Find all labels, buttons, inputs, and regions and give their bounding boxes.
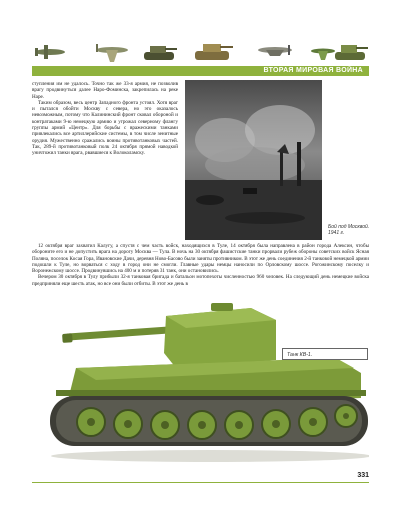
header-illustrations (32, 36, 369, 66)
battle-photo (185, 80, 322, 240)
section-title: ВТОРАЯ МИРОВАЯ ВОЙНА (263, 67, 363, 74)
left-column-text (32, 81, 178, 157)
fighter-plane-icon (92, 36, 132, 66)
kv1-tank-illustration (36, 298, 369, 468)
paragraph: Таким образом, весь центр Западного фронта устоял. Хотя враг и пытался обойти Москву с севера, но это оказалось невозможным, потому что Калининский фронт сковал обороной и контратаками 9-ю немецкую армию и угрожал северному флангу группы армий «Центр». Для борьбы с вражескими танками привлекались все артиллерийские системы, в том числе зенитные орудия. Мужественно сражались воины противотанковых частей. Так, 289-й противотанковый полк 24 октября прямой наводкой уничтожил танки врага, рвавшиеся к Волоколамску. (32, 99, 178, 157)
footer-rule (32, 482, 369, 483)
full-width-text (32, 243, 369, 287)
illustration-caption: Танк КВ-1. (282, 348, 368, 360)
paragraph: 12 октября враг захватил Калугу, а спустя с чем часть войск, находящихся в Туле, 14 октября была направлена в район города Алексин, чтобы обороните его и не допустить врага на дорогу Москва — Тула. В ночь на 30 октября фашистские танки прорвали рубеж обороны советских войск Ясная Поляна, поселок Косая Гора, Ивановские Дачи, деревня Ново-Басово были заняты противником. В этот же день соединения 2-й танковой немецкой армии подошли к Туле, но ворваться с ходу в город они не смогли. Главные удары немцы наносили по Орловскому шоссе. Рогожинскому поселку и Воронежскому шоссе. Продвинувшись на 400 м и потеряв 31 танк, они остановились. (32, 243, 369, 275)
tank-icon (192, 36, 234, 66)
bomber-plane-icon (32, 36, 68, 66)
photo-caption: Бой под Москвой. 1941 г. (328, 224, 370, 236)
tank-icon (140, 36, 178, 66)
stuka-plane-icon (254, 36, 296, 66)
paragraph: ступления им не удалось. Точно так же 33-я армия, не позволив врагу продвинуться далее Наро-Фоминска, закрепилась на реке Наре. (32, 81, 178, 100)
paragraph: Вечером 30 октября в Тулу прибыли 32-я танковая бригада и батальон мотопехоты численностью 960 человек. На следующий день немецкие войска предприняли еще шесть атак, но все они были отбиты. В этот же день в (32, 274, 369, 287)
page-number: 331 (357, 472, 369, 479)
tank-icon (332, 36, 369, 66)
section-header-bar (32, 66, 369, 76)
